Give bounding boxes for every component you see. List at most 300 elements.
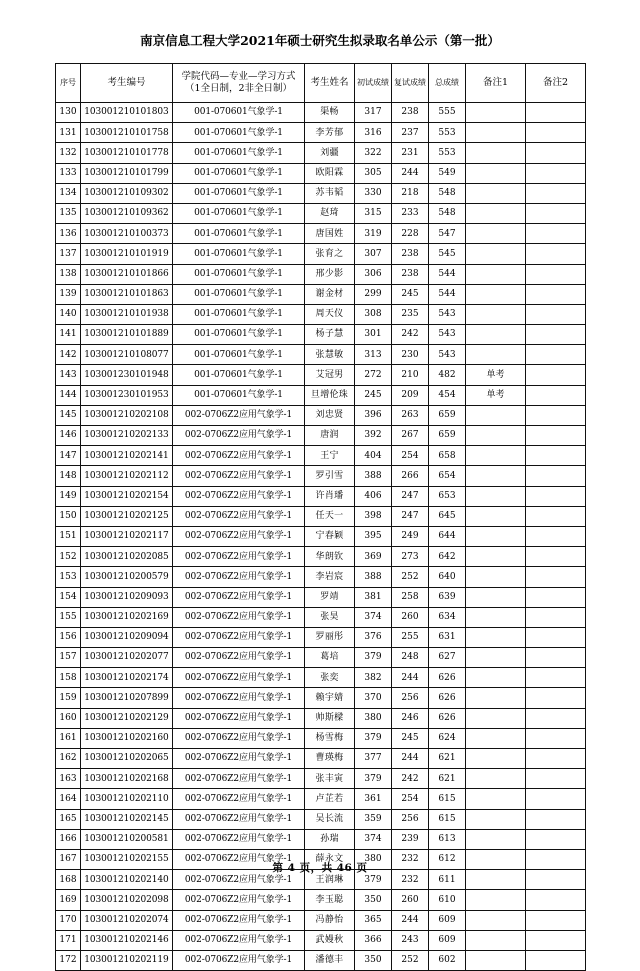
table-row: [56, 708, 586, 728]
table-row: [56, 809, 586, 829]
cell-major: 002-0706Z2应用气象学-1: [173, 648, 305, 668]
cell-sequence: 166: [56, 829, 81, 849]
cell-candidate-name: 渠畅: [305, 103, 355, 123]
cell-total-score: 602: [429, 950, 466, 970]
cell-candidate-id: 103001210101803: [81, 103, 173, 123]
cell-note2: [526, 203, 586, 223]
cell-candidate-name: 王宁: [305, 446, 355, 466]
cell-retest-score: 244: [392, 668, 429, 688]
cell-total-score: 553: [429, 123, 466, 143]
cell-note2: [526, 183, 586, 203]
cell-initial-score: 398: [355, 506, 392, 526]
cell-sequence: 157: [56, 648, 81, 668]
cell-note1: [466, 506, 526, 526]
cell-retest-score: 246: [392, 708, 429, 728]
cell-retest-score: 256: [392, 688, 429, 708]
cell-candidate-id: 103001210202108: [81, 405, 173, 425]
cell-sequence: 139: [56, 284, 81, 304]
cell-major: 002-0706Z2应用气象学-1: [173, 950, 305, 970]
cell-note2: [526, 930, 586, 950]
table-row: [56, 103, 586, 123]
cell-note2: [526, 405, 586, 425]
cell-total-score: 626: [429, 708, 466, 728]
cell-note1: [466, 486, 526, 506]
cell-candidate-id: 103001210202169: [81, 607, 173, 627]
cell-retest-score: 242: [392, 325, 429, 345]
cell-note1: [466, 526, 526, 546]
header-major-line2: （1全日制，2非全日制）: [184, 83, 293, 94]
cell-note2: [526, 304, 586, 324]
cell-initial-score: 319: [355, 224, 392, 244]
cell-note1: [466, 627, 526, 647]
cell-retest-score: 237: [392, 123, 429, 143]
cell-note2: [526, 143, 586, 163]
table-row: [56, 466, 586, 486]
cell-retest-score: 232: [392, 870, 429, 890]
cell-retest-score: 267: [392, 426, 429, 446]
cell-candidate-id: 103001210101889: [81, 325, 173, 345]
cell-note2: [526, 123, 586, 143]
cell-major: 002-0706Z2应用气象学-1: [173, 890, 305, 910]
table-row: [56, 163, 586, 183]
cell-note2: [526, 385, 586, 405]
cell-major: 002-0706Z2应用气象学-1: [173, 910, 305, 930]
table-row: [56, 668, 586, 688]
cell-note2: [526, 264, 586, 284]
cell-candidate-name: 吴长流: [305, 809, 355, 829]
table-row: [56, 264, 586, 284]
cell-initial-score: 315: [355, 203, 392, 223]
cell-major: 002-0706Z2应用气象学-1: [173, 607, 305, 627]
table-row: [56, 688, 586, 708]
cell-candidate-name: 刘忠贤: [305, 405, 355, 425]
cell-note1: [466, 224, 526, 244]
cell-candidate-id: 103001210108077: [81, 345, 173, 365]
table-row: [56, 789, 586, 809]
cell-initial-score: 374: [355, 829, 392, 849]
table-row: [56, 648, 586, 668]
cell-note2: [526, 648, 586, 668]
cell-retest-score: 260: [392, 890, 429, 910]
cell-sequence: 145: [56, 405, 81, 425]
cell-sequence: 151: [56, 526, 81, 546]
cell-sequence: 168: [56, 870, 81, 890]
header-major-line1: 学院代码—专业—学习方式: [181, 70, 296, 82]
cell-note1: [466, 183, 526, 203]
cell-candidate-id: 103001210202065: [81, 749, 173, 769]
cell-candidate-id: 103001210101866: [81, 264, 173, 284]
cell-total-score: 615: [429, 789, 466, 809]
cell-candidate-name: 卢芷若: [305, 789, 355, 809]
cell-candidate-name: 罗引雪: [305, 466, 355, 486]
cell-initial-score: 381: [355, 587, 392, 607]
cell-major: 002-0706Z2应用气象学-1: [173, 829, 305, 849]
cell-major: 002-0706Z2应用气象学-1: [173, 486, 305, 506]
cell-candidate-name: 杨子慧: [305, 325, 355, 345]
cell-candidate-id: 103001210101938: [81, 304, 173, 324]
cell-major: 001-070601气象学-1: [173, 103, 305, 123]
cell-major: 002-0706Z2应用气象学-1: [173, 567, 305, 587]
cell-initial-score: 374: [355, 607, 392, 627]
cell-initial-score: 388: [355, 466, 392, 486]
cell-candidate-name: 任天一: [305, 506, 355, 526]
cell-candidate-id: 103001210209094: [81, 627, 173, 647]
cell-total-score: 634: [429, 607, 466, 627]
cell-sequence: 155: [56, 607, 81, 627]
cell-candidate-id: 103001210202141: [81, 446, 173, 466]
table-row: [56, 405, 586, 425]
cell-candidate-id: 103001210202085: [81, 547, 173, 567]
cell-note1: [466, 405, 526, 425]
cell-sequence: 134: [56, 183, 81, 203]
cell-total-score: 621: [429, 749, 466, 769]
cell-candidate-name: 帅斯樑: [305, 708, 355, 728]
table-row: [56, 325, 586, 345]
cell-note2: [526, 950, 586, 970]
cell-candidate-id: 103001210202133: [81, 426, 173, 446]
cell-candidate-name: 许肖璠: [305, 486, 355, 506]
cell-note2: [526, 446, 586, 466]
roster-table-container: [0, 63, 640, 971]
cell-total-score: 609: [429, 930, 466, 950]
cell-major: 001-070601气象学-1: [173, 325, 305, 345]
cell-candidate-id: 103001210202074: [81, 910, 173, 930]
cell-retest-score: 252: [392, 950, 429, 970]
cell-major: 002-0706Z2应用气象学-1: [173, 789, 305, 809]
cell-sequence: 144: [56, 385, 81, 405]
table-row: [56, 627, 586, 647]
cell-sequence: 137: [56, 244, 81, 264]
cell-candidate-id: 103001210101919: [81, 244, 173, 264]
cell-note2: [526, 547, 586, 567]
table-row: [56, 890, 586, 910]
table-row: [56, 728, 586, 748]
table-row: [56, 547, 586, 567]
cell-note1: [466, 466, 526, 486]
cell-note1: [466, 809, 526, 829]
header-total-score: 总成绩: [429, 64, 466, 103]
cell-candidate-id: 103001210200579: [81, 567, 173, 587]
cell-candidate-id: 103001210101758: [81, 123, 173, 143]
header-major: [173, 64, 305, 103]
cell-candidate-name: 谢金材: [305, 284, 355, 304]
cell-note2: [526, 526, 586, 546]
cell-note2: [526, 789, 586, 809]
cell-candidate-name: 李玉聪: [305, 890, 355, 910]
cell-initial-score: 404: [355, 446, 392, 466]
cell-initial-score: 306: [355, 264, 392, 284]
cell-candidate-name: 艾冠男: [305, 365, 355, 385]
cell-sequence: 156: [56, 627, 81, 647]
header-retest-score: 复试成绩: [392, 64, 429, 103]
cell-initial-score: 377: [355, 749, 392, 769]
cell-initial-score: 361: [355, 789, 392, 809]
cell-major: 001-070601气象学-1: [173, 224, 305, 244]
cell-candidate-name: 杨雪梅: [305, 728, 355, 748]
cell-candidate-id: 103001210202112: [81, 466, 173, 486]
table-row: [56, 829, 586, 849]
cell-retest-score: 231: [392, 143, 429, 163]
cell-major: 002-0706Z2应用气象学-1: [173, 728, 305, 748]
cell-candidate-id: 103001210202098: [81, 890, 173, 910]
page-footer: 第 4 页，共 46 页: [272, 862, 368, 874]
cell-note1: [466, 910, 526, 930]
cell-initial-score: 307: [355, 244, 392, 264]
cell-total-score: 545: [429, 244, 466, 264]
table-row: [56, 304, 586, 324]
cell-total-score: 553: [429, 143, 466, 163]
cell-initial-score: 272: [355, 365, 392, 385]
cell-candidate-name: 张奕: [305, 668, 355, 688]
cell-candidate-id: 103001210202119: [81, 950, 173, 970]
cell-candidate-id: 103001210109302: [81, 183, 173, 203]
cell-candidate-id: 103001210101778: [81, 143, 173, 163]
cell-major: 002-0706Z2应用气象学-1: [173, 688, 305, 708]
cell-note2: [526, 567, 586, 587]
cell-sequence: 136: [56, 224, 81, 244]
cell-major: 001-070601气象学-1: [173, 345, 305, 365]
cell-candidate-name: 旦增伦珠: [305, 385, 355, 405]
cell-major: 002-0706Z2应用气象学-1: [173, 426, 305, 446]
cell-major: 002-0706Z2应用气象学-1: [173, 466, 305, 486]
cell-retest-score: 242: [392, 769, 429, 789]
cell-note1: [466, 950, 526, 970]
cell-initial-score: 388: [355, 567, 392, 587]
cell-candidate-id: 103001230101953: [81, 385, 173, 405]
cell-retest-score: 238: [392, 244, 429, 264]
cell-note2: [526, 688, 586, 708]
page-title: 南京信息工程大学2021年硕士研究生拟录取名单公示（第一批）: [140, 33, 500, 48]
header-note1: 备注1: [466, 64, 526, 103]
cell-note1: [466, 304, 526, 324]
cell-note1: [466, 163, 526, 183]
cell-major: 001-070601气象学-1: [173, 304, 305, 324]
cell-initial-score: 299: [355, 284, 392, 304]
cell-retest-score: 218: [392, 183, 429, 203]
cell-candidate-name: 张丰寅: [305, 769, 355, 789]
cell-candidate-name: 赖宇婧: [305, 688, 355, 708]
cell-sequence: 164: [56, 789, 81, 809]
cell-sequence: 148: [56, 466, 81, 486]
cell-total-score: 658: [429, 446, 466, 466]
cell-candidate-id: 103001210202077: [81, 648, 173, 668]
cell-sequence: 142: [56, 345, 81, 365]
cell-major: 001-070601气象学-1: [173, 284, 305, 304]
cell-candidate-id: 103001210109362: [81, 203, 173, 223]
cell-note1: [466, 688, 526, 708]
cell-note1: [466, 728, 526, 748]
cell-total-score: 611: [429, 870, 466, 890]
cell-major: 002-0706Z2应用气象学-1: [173, 446, 305, 466]
cell-initial-score: 350: [355, 890, 392, 910]
cell-total-score: 543: [429, 345, 466, 365]
header-name: 考生姓名: [305, 64, 355, 103]
cell-total-score: 631: [429, 627, 466, 647]
cell-candidate-id: 103001210100373: [81, 224, 173, 244]
cell-candidate-name: 罗丽彤: [305, 627, 355, 647]
cell-major: 002-0706Z2应用气象学-1: [173, 506, 305, 526]
table-row: [56, 930, 586, 950]
cell-note1: [466, 123, 526, 143]
cell-major: 002-0706Z2应用气象学-1: [173, 547, 305, 567]
cell-sequence: 171: [56, 930, 81, 950]
cell-note2: [526, 365, 586, 385]
cell-sequence: 133: [56, 163, 81, 183]
cell-note2: [526, 607, 586, 627]
cell-candidate-id: 103001210202125: [81, 506, 173, 526]
cell-note2: [526, 244, 586, 264]
cell-candidate-id: 103001210202145: [81, 809, 173, 829]
cell-note2: [526, 668, 586, 688]
cell-note1: [466, 244, 526, 264]
cell-sequence: 163: [56, 769, 81, 789]
cell-initial-score: 406: [355, 486, 392, 506]
cell-sequence: 158: [56, 668, 81, 688]
cell-sequence: 131: [56, 123, 81, 143]
cell-total-score: 626: [429, 688, 466, 708]
table-row: [56, 426, 586, 446]
cell-candidate-id: 103001230101948: [81, 365, 173, 385]
cell-note1: [466, 890, 526, 910]
cell-major: 002-0706Z2应用气象学-1: [173, 405, 305, 425]
cell-note2: [526, 325, 586, 345]
cell-total-score: 610: [429, 890, 466, 910]
cell-candidate-id: 103001210101799: [81, 163, 173, 183]
cell-candidate-name: 周天仪: [305, 304, 355, 324]
table-body: [56, 103, 586, 971]
cell-sequence: 170: [56, 910, 81, 930]
cell-note2: [526, 466, 586, 486]
cell-candidate-name: 李岩宸: [305, 567, 355, 587]
cell-sequence: 162: [56, 749, 81, 769]
cell-retest-score: 209: [392, 385, 429, 405]
cell-retest-score: 247: [392, 506, 429, 526]
cell-initial-score: 301: [355, 325, 392, 345]
cell-candidate-id: 103001210202154: [81, 486, 173, 506]
cell-total-score: 454: [429, 385, 466, 405]
cell-total-score: 547: [429, 224, 466, 244]
cell-retest-score: 232: [392, 849, 429, 869]
cell-major: 002-0706Z2应用气象学-1: [173, 627, 305, 647]
cell-initial-score: 379: [355, 728, 392, 748]
cell-candidate-name: 苏韦韬: [305, 183, 355, 203]
cell-retest-score: 258: [392, 587, 429, 607]
cell-note2: [526, 728, 586, 748]
cell-retest-score: 243: [392, 930, 429, 950]
cell-retest-score: 245: [392, 728, 429, 748]
cell-initial-score: 370: [355, 688, 392, 708]
cell-retest-score: 239: [392, 829, 429, 849]
cell-retest-score: 254: [392, 446, 429, 466]
cell-candidate-name: 王润琳: [305, 870, 355, 890]
cell-total-score: 659: [429, 426, 466, 446]
cell-sequence: 153: [56, 567, 81, 587]
table-row: [56, 143, 586, 163]
table-row: [56, 506, 586, 526]
cell-candidate-name: 华朗钦: [305, 547, 355, 567]
cell-sequence: 161: [56, 728, 81, 748]
cell-retest-score: 210: [392, 365, 429, 385]
cell-note1: [466, 264, 526, 284]
cell-sequence: 132: [56, 143, 81, 163]
cell-major: 002-0706Z2应用气象学-1: [173, 870, 305, 890]
cell-note2: [526, 749, 586, 769]
cell-sequence: 149: [56, 486, 81, 506]
cell-major: 001-070601气象学-1: [173, 365, 305, 385]
cell-total-score: 549: [429, 163, 466, 183]
cell-candidate-name: 张慧敏: [305, 345, 355, 365]
cell-note2: [526, 587, 586, 607]
cell-note2: [526, 345, 586, 365]
cell-initial-score: 245: [355, 385, 392, 405]
cell-retest-score: 255: [392, 627, 429, 647]
cell-total-score: 548: [429, 203, 466, 223]
table-row: [56, 769, 586, 789]
cell-note2: [526, 426, 586, 446]
header-seq: 序号: [56, 64, 81, 103]
cell-initial-score: 380: [355, 849, 392, 869]
cell-retest-score: 254: [392, 789, 429, 809]
cell-candidate-name: 刘疆: [305, 143, 355, 163]
table-row: [56, 203, 586, 223]
cell-total-score: 615: [429, 809, 466, 829]
table-row: [56, 567, 586, 587]
cell-note1: [466, 325, 526, 345]
cell-note2: [526, 506, 586, 526]
cell-note2: [526, 103, 586, 123]
cell-retest-score: 235: [392, 304, 429, 324]
cell-candidate-name: 宁春颖: [305, 526, 355, 546]
cell-total-score: 612: [429, 849, 466, 869]
cell-initial-score: 379: [355, 648, 392, 668]
cell-major: 001-070601气象学-1: [173, 143, 305, 163]
cell-total-score: 555: [429, 103, 466, 123]
cell-note1: [466, 103, 526, 123]
cell-initial-score: 322: [355, 143, 392, 163]
cell-candidate-name: 葛培: [305, 648, 355, 668]
cell-initial-score: 316: [355, 123, 392, 143]
cell-major: 001-070601气象学-1: [173, 123, 305, 143]
cell-initial-score: 366: [355, 930, 392, 950]
table-row: [56, 183, 586, 203]
cell-total-score: 644: [429, 526, 466, 546]
cell-note1: 单考: [466, 365, 526, 385]
cell-major: 002-0706Z2应用气象学-1: [173, 668, 305, 688]
cell-note1: [466, 930, 526, 950]
cell-retest-score: 256: [392, 809, 429, 829]
cell-major: 002-0706Z2应用气象学-1: [173, 526, 305, 546]
cell-note2: [526, 627, 586, 647]
cell-retest-score: 238: [392, 264, 429, 284]
cell-note1: [466, 708, 526, 728]
cell-candidate-name: 武嫚秋: [305, 930, 355, 950]
cell-note2: [526, 809, 586, 829]
cell-note2: [526, 890, 586, 910]
table-row: [56, 587, 586, 607]
cell-candidate-id: 103001210202117: [81, 526, 173, 546]
cell-note1: [466, 446, 526, 466]
cell-retest-score: 244: [392, 910, 429, 930]
cell-major: 001-070601气象学-1: [173, 183, 305, 203]
cell-total-score: 627: [429, 648, 466, 668]
cell-note1: [466, 769, 526, 789]
cell-note1: [466, 648, 526, 668]
cell-candidate-name: 潘德丰: [305, 950, 355, 970]
cell-retest-score: 245: [392, 284, 429, 304]
cell-candidate-name: 薛永文: [305, 849, 355, 869]
cell-initial-score: 317: [355, 103, 392, 123]
cell-total-score: 609: [429, 910, 466, 930]
